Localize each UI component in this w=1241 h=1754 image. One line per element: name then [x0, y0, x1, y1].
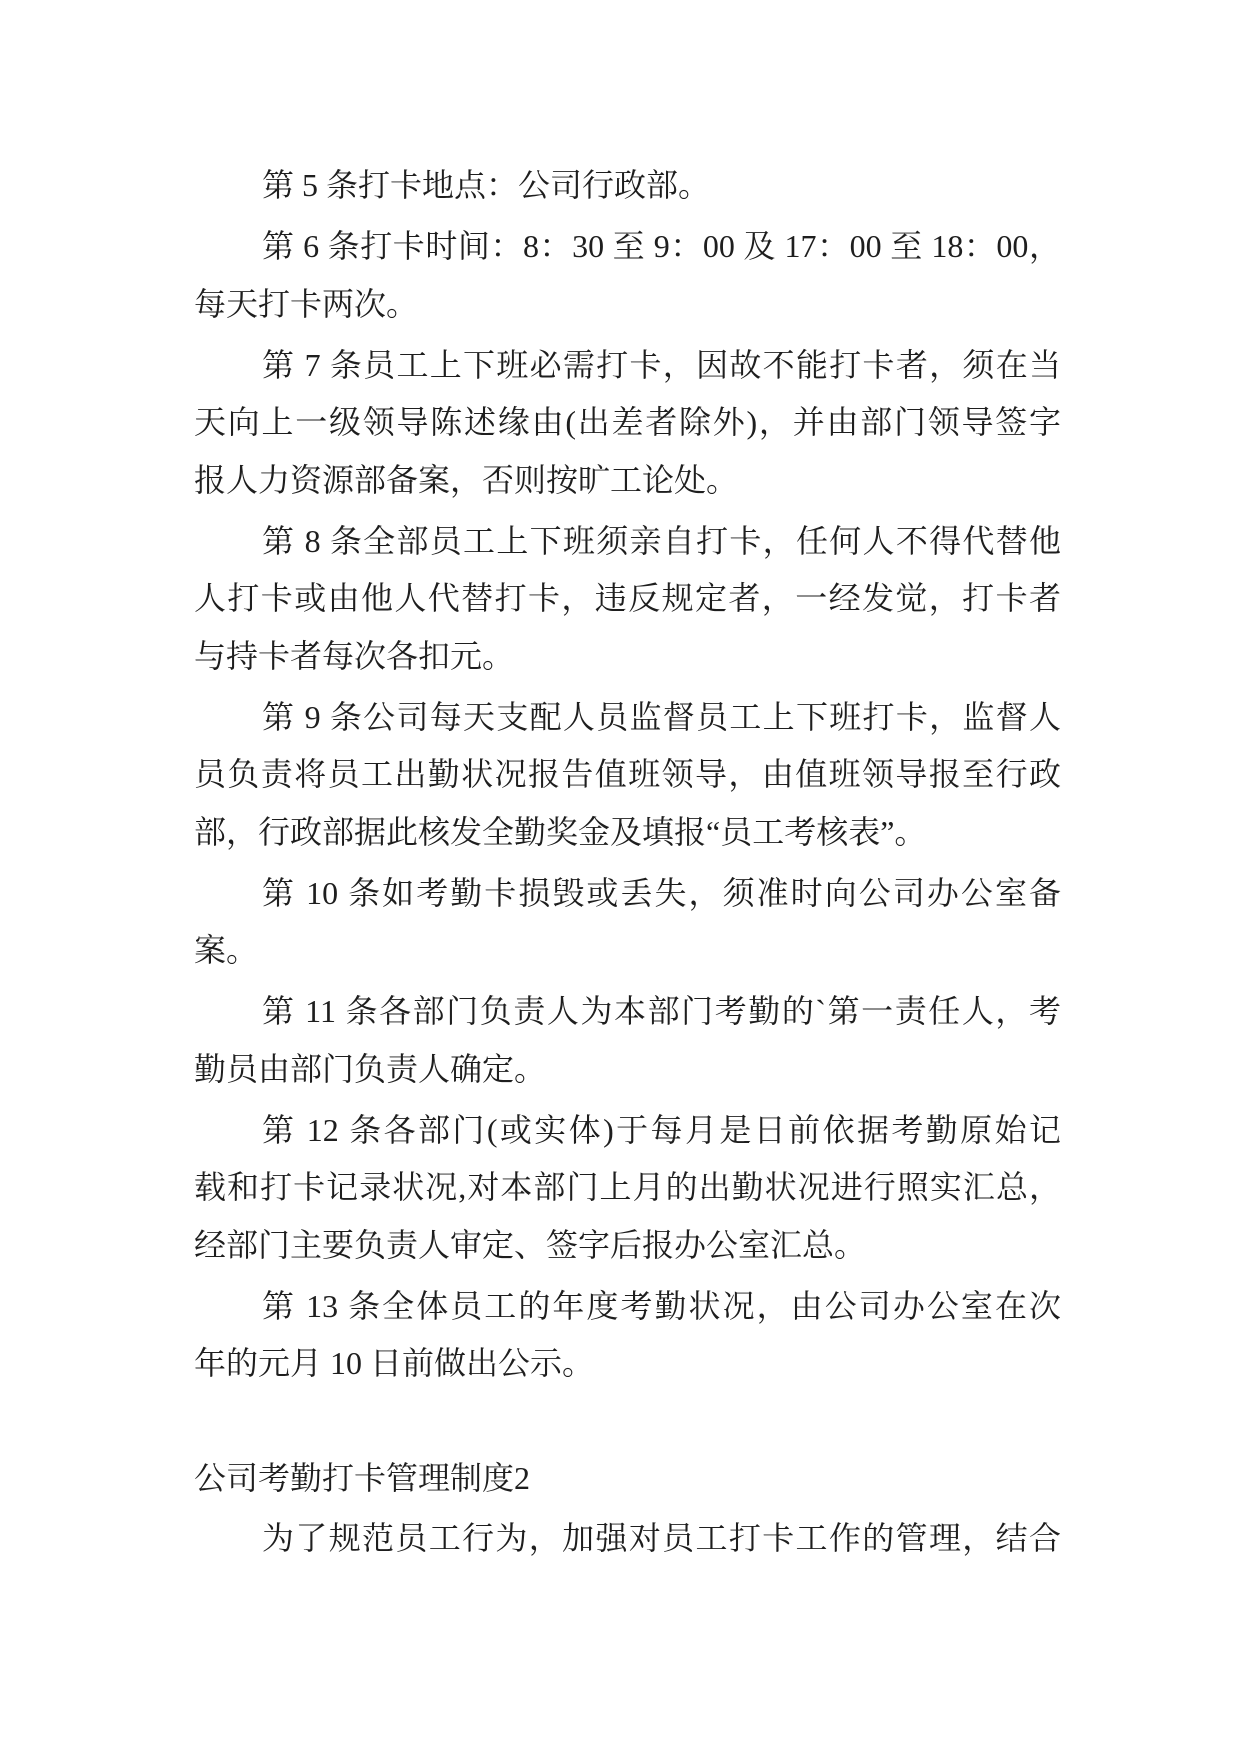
document-line: 载和打卡记录状况,对本部门上月的出勤状况进行照实汇总，: [194, 1169, 1061, 1205]
document-line: 勤员由部门负责人确定。: [194, 1050, 547, 1087]
article-5: [194, 157, 1061, 215]
article-12: [194, 1102, 1061, 1275]
document-line: 与持卡者每次各扣元。: [194, 637, 515, 674]
section-intro: [194, 1510, 1061, 1568]
article-10: [194, 865, 1061, 980]
article-9: [194, 689, 1061, 862]
document-line: 第 10 条如考勤卡损毁或丢失，须准时向公司办公室备: [262, 874, 1061, 911]
document-line: 第 5 条打卡地点：公司行政部。: [262, 167, 711, 203]
document-body: [194, 157, 1061, 1571]
document-line: 第 7 条员工上下班必需打卡，因故不能打卡者，须在当: [262, 346, 1061, 383]
document-line: 年的元月 10 日前做出公示。: [194, 1345, 595, 1381]
document-line: 为了规范员工行为，加强对员工打卡工作的管理，结合: [262, 1520, 1061, 1556]
document-line: 员负责将员工出勤状况报告值班领导，由值班领导报至行政: [194, 756, 1061, 792]
document-line: 经部门主要负责人审定、签字后报办公室汇总。: [194, 1226, 867, 1263]
document-line: 案。: [194, 932, 259, 968]
document-line: 第 9 条公司每天支配人员监督员工上下班打卡，监督人: [262, 698, 1061, 735]
document-line: 人打卡或由他人代替打卡，违反规定者，一经发觉，打卡者: [194, 580, 1061, 616]
article-13: [194, 1278, 1061, 1393]
document-line: 第 11 条各部门负责人为本部门考勤的`第一责任人，考: [262, 993, 1061, 1029]
document-line: 报人力资源部备案，否则按旷工论处。: [194, 461, 739, 498]
document-line: 第 6 条打卡时间：8：30 至 9：00 及 17：00 至 18：00，: [262, 228, 1061, 264]
article-7: [194, 337, 1061, 510]
document-line: 每天打卡两次。: [194, 285, 419, 322]
document-line: 天向上一级领导陈述缘由(出差者除外)，并由部门领导签字: [194, 404, 1061, 440]
article-6: [194, 218, 1061, 333]
document-line: 第 8 条全部员工上下班须亲自打卡，任何人不得代替他: [262, 522, 1061, 559]
article-11: [194, 983, 1061, 1098]
document-line: 第 12 条各部门(或实体)于每月是日前依据考勤原始记: [262, 1111, 1061, 1148]
document-line: 部，行政部据此核发全勤奖金及填报“员工考核表”。: [194, 813, 927, 850]
document-line: 第 13 条全体员工的年度考勤状况，由公司办公室在次: [262, 1287, 1061, 1324]
article-8: [194, 513, 1061, 686]
section-title: 公司考勤打卡管理制度2: [194, 1459, 531, 1496]
